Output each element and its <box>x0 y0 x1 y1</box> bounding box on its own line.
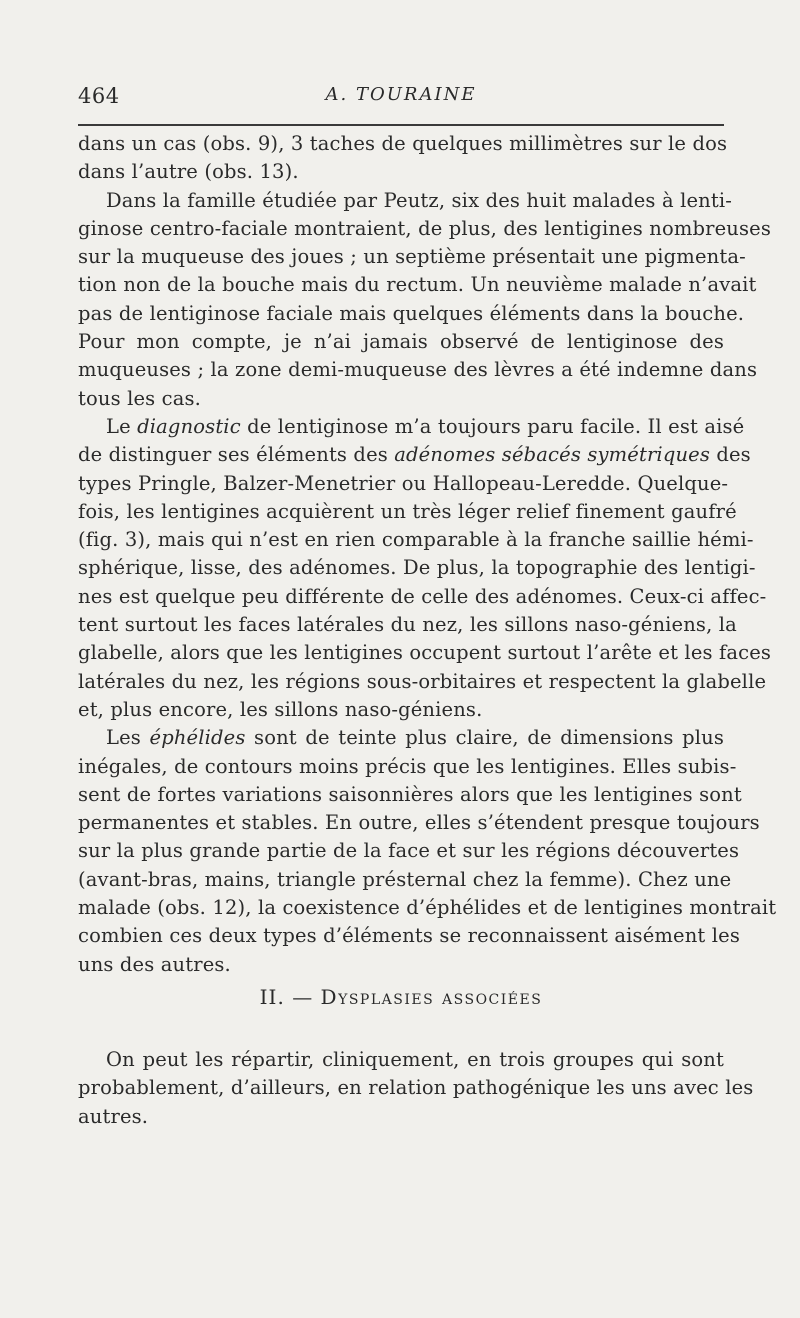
body-text <box>78 130 777 979</box>
italic-term-diagnostic: diagnostic <box>137 414 241 438</box>
text-line: pas de lentiginose faciale mais quelques éléments dans la bouche. <box>78 301 745 325</box>
text-line: tous les cas. <box>78 386 202 410</box>
italic-term-ephelides: éphélides <box>149 726 246 750</box>
text-line: sur la muqueuse des joues ; un septième présentait une pigmenta- <box>78 245 746 269</box>
text-line: (fig. 3), mais qui n’est en rien comparable à la franche saillie hémi- <box>78 528 754 552</box>
text-run: Le <box>106 414 138 438</box>
text-line: muqueuses ; la zone demi-muqueuse des lèvres a été indemne dans <box>78 358 758 382</box>
text-line: dans l’autre (obs. 13). <box>78 160 299 184</box>
text-line: malade (obs. 12), la coexistence d’éphélides et de lentigines montrait <box>78 896 777 920</box>
text-line: tion non de la bouche mais du rectum. Un neuvième malade n’avait <box>78 273 757 297</box>
text-run: de lentiginose m’a toujours paru facile. Il est aisé <box>240 414 745 438</box>
page-number: 464 <box>78 84 120 108</box>
text-line: On peut les répartir, cliniquement, en trois groupes qui sont <box>106 1048 724 1071</box>
text-line: sur la plus grande partie de la face et sur les régions découvertes <box>78 839 740 863</box>
text-line: inégales, de contours moins précis que les lentigines. Elles subis- <box>78 754 737 778</box>
text-run: sont de teinte plus claire, de dimensions plus <box>245 726 724 750</box>
text-line: glabelle, alors que les lentigines occupent surtout l’arête et les faces <box>78 641 772 665</box>
text-line: tent surtout les faces latérales du nez, les sillons naso-géniens, la <box>78 613 737 637</box>
page-header <box>78 84 724 114</box>
section-dash: — <box>292 985 314 1009</box>
section-number: II. <box>259 985 285 1009</box>
text-run: Les <box>106 726 150 750</box>
italic-term-adenomes: adénomes sébacés symétriques <box>394 443 711 467</box>
text-line <box>78 441 751 469</box>
text-line: fois, les lentigines acquièrent un très léger relief finement gaufré <box>78 499 737 523</box>
section-title: Dysplasies associées <box>320 985 543 1009</box>
text-line: Pour mon compte, je n’ai jamais observé de lentiginose des <box>78 330 724 354</box>
body-text-2 <box>78 1046 754 1131</box>
text-run: de distinguer ses éléments des <box>78 443 395 467</box>
text-line: autres. <box>78 1104 149 1128</box>
text-line: latérales du nez, les régions sous-orbitaires et respectent la glabelle <box>78 669 767 693</box>
text-line: combien ces deux types d’éléments se reconnaissent aisément les <box>78 924 740 948</box>
text-line: types Pringle, Balzer-Menetrier ou Hallopeau-Leredde. Quelque- <box>78 471 729 495</box>
text-line: sphérique, lisse, des adénomes. De plus, la topographie des lentigi- <box>78 556 756 580</box>
text-line <box>78 413 745 441</box>
text-line: sent de fortes variations saisonnières alors que les lentigines sont <box>78 782 742 806</box>
text-line: ginose centro-faciale montraient, de plus, des lentigines nombreuses <box>78 216 772 240</box>
text-line: (avant-bras, mains, triangle présternal chez la femme). Chez une <box>78 867 732 891</box>
header-rule <box>78 124 724 126</box>
text-line: permanentes et stables. En outre, elles s’étendent presque toujours <box>78 811 760 835</box>
text-line: Dans la famille étudiée par Peutz, six des huit malades à lenti- <box>106 188 732 212</box>
text-line: uns des autres. <box>78 952 231 976</box>
running-head: A. TOURAINE <box>325 84 477 105</box>
text-line: nes est quelque peu différente de celle des adénomes. Ceux-ci affec- <box>78 584 767 608</box>
text-run: des <box>710 443 751 467</box>
section-heading <box>78 985 724 1009</box>
text-line: et, plus encore, les sillons naso-géniens. <box>78 697 483 721</box>
text-line: dans un cas (obs. 9), 3 taches de quelques millimètres sur le dos <box>78 132 728 155</box>
text-line <box>78 724 724 752</box>
text-line: probablement, d’ailleurs, en relation pathogénique les uns avec les <box>78 1076 754 1100</box>
